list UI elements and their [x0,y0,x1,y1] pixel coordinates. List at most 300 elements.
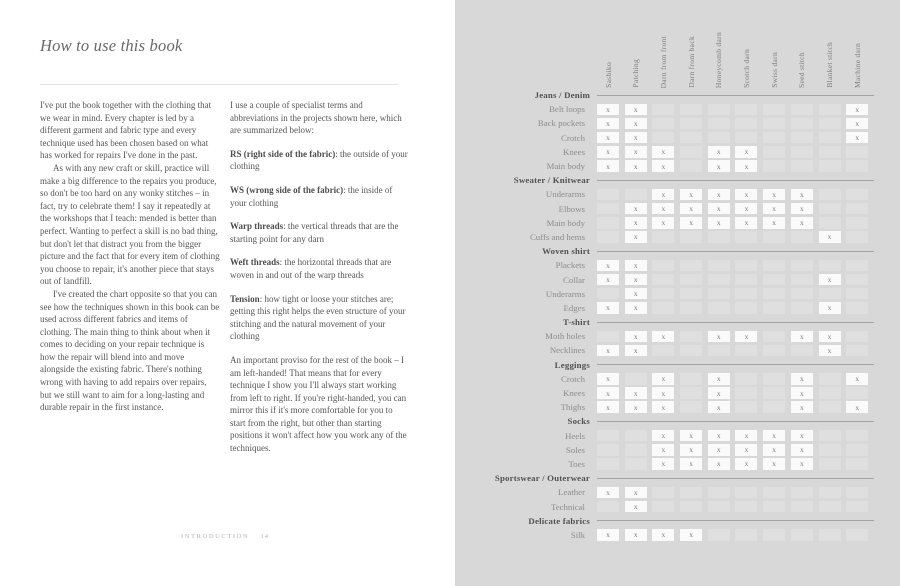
section-row [455,358,900,372]
table-row [455,528,900,542]
empty-cell [763,274,785,286]
row-label: Toes [568,458,585,469]
empty-cell [819,104,841,116]
empty-cell [735,231,757,243]
empty-cell [791,260,813,272]
empty-cell [680,288,702,300]
term-lead: WS (wrong side of the fabric) [230,184,344,195]
text-column-2 [230,99,410,466]
section-rule [597,478,874,479]
table-row [455,102,900,116]
row-cells [597,373,874,385]
row-label: Knees [563,146,585,157]
empty-cell [680,331,702,343]
empty-cell [819,487,841,499]
marked-cell: x [846,118,868,130]
marked-cell: x [708,444,730,456]
marked-cell: x [763,458,785,470]
column-header [652,36,674,88]
empty-cell [763,231,785,243]
empty-cell [597,217,619,229]
marked-cell: x [652,331,674,343]
empty-cell [735,529,757,541]
empty-cell [652,288,674,300]
marked-cell: x [652,444,674,456]
row-cells [597,487,874,499]
marked-cell: x [819,331,841,343]
empty-cell [763,302,785,314]
empty-cell [819,260,841,272]
empty-cell [708,288,730,300]
table-row [455,457,900,471]
marked-cell: x [597,401,619,413]
marked-cell: x [625,387,647,399]
empty-cell [846,501,868,513]
empty-cell [735,274,757,286]
empty-cell [846,345,868,357]
empty-cell [625,444,647,456]
marked-cell: x [625,231,647,243]
row-cells [597,217,874,229]
marked-cell: x [652,458,674,470]
table-row [455,343,900,357]
empty-cell [819,217,841,229]
row-label: Necklines [549,345,585,356]
marked-cell: x [597,104,619,116]
empty-cell [763,104,785,116]
row-cells [597,345,874,357]
empty-cell [791,529,813,541]
column-header [625,59,647,88]
marked-cell: x [791,189,813,201]
marked-cell: x [846,132,868,144]
marked-cell: x [625,288,647,300]
section-title: Jeans / Denim [534,90,590,101]
marked-cell: x [791,373,813,385]
empty-cell [680,160,702,172]
marked-cell: x [680,430,702,442]
empty-cell [708,260,730,272]
marked-cell: x [625,487,647,499]
marked-cell: x [735,189,757,201]
empty-cell [680,118,702,130]
row-cells [597,104,874,116]
section-title: Socks [567,416,590,427]
empty-cell [652,104,674,116]
marked-cell: x [846,373,868,385]
marked-cell: x [625,501,647,513]
empty-cell [680,274,702,286]
row-cells [597,331,874,343]
row-label: Crotch [561,132,585,143]
page-title: How to use this book [40,36,183,55]
empty-cell [819,373,841,385]
marked-cell: x [763,217,785,229]
marked-cell: x [708,331,730,343]
empty-cell [597,331,619,343]
marked-cell: x [735,331,757,343]
term-lead: RS (right side of the fabric) [230,148,336,159]
empty-cell [819,458,841,470]
empty-cell [791,288,813,300]
table-row [455,485,900,499]
empty-cell [597,430,619,442]
section-title: T-shirt [563,317,590,328]
empty-cell [652,302,674,314]
marked-cell: x [819,274,841,286]
empty-cell [819,288,841,300]
empty-cell [791,146,813,158]
marked-cell: x [652,387,674,399]
column-header-label: Swiss darn [769,52,779,88]
table-row [455,145,900,159]
empty-cell [652,118,674,130]
marked-cell: x [791,387,813,399]
empty-cell [680,231,702,243]
empty-cell [819,430,841,442]
marked-cell: x [735,430,757,442]
empty-cell [680,104,702,116]
empty-cell [735,487,757,499]
marked-cell: x [680,217,702,229]
empty-cell [735,387,757,399]
marked-cell: x [652,401,674,413]
marked-cell: x [597,160,619,172]
section-rule [597,520,874,521]
section-title: Sportswear / Outerwear [494,473,590,484]
column-header-label: Darn from back [686,36,696,88]
empty-cell [763,132,785,144]
empty-cell [652,260,674,272]
marked-cell: x [791,430,813,442]
row-label: Crotch [561,373,585,384]
table-row [455,216,900,230]
empty-cell [819,529,841,541]
section-title: Delicate fabrics [528,515,590,526]
marked-cell: x [735,217,757,229]
text-column-1 [40,99,220,466]
empty-cell [846,274,868,286]
section-row [455,173,900,187]
row-label: Back pockets [537,118,585,129]
empty-cell [819,387,841,399]
empty-cell [652,501,674,513]
empty-cell [846,529,868,541]
empty-cell [763,345,785,357]
empty-cell [680,487,702,499]
row-label: Thighs [560,402,585,413]
marked-cell: x [708,430,730,442]
table-row [455,499,900,513]
marked-cell: x [708,387,730,399]
marked-cell: x [597,487,619,499]
empty-cell [597,203,619,215]
marked-cell: x [625,203,647,215]
section-title: Woven shirt [542,246,590,257]
empty-cell [763,487,785,499]
marked-cell: x [652,373,674,385]
marked-cell: x [652,529,674,541]
marked-cell: x [652,160,674,172]
marked-cell: x [625,146,647,158]
section-rule [597,95,874,96]
empty-cell [625,458,647,470]
empty-cell [680,345,702,357]
marked-cell: x [597,345,619,357]
column-header [680,36,702,88]
row-label: Leather [558,487,585,498]
empty-cell [597,458,619,470]
empty-cell [763,260,785,272]
marked-cell: x [625,401,647,413]
row-cells [597,203,874,215]
row-cells [597,444,874,456]
paragraph: I use a couple of specialist terms and abbreviations in the projects shown here, which are summarized below: [230,100,402,136]
empty-cell [597,189,619,201]
empty-cell [735,373,757,385]
empty-cell [735,288,757,300]
row-cells [597,302,874,314]
row-label: Plackets [555,260,585,271]
marked-cell: x [625,132,647,144]
marked-cell: x [708,160,730,172]
footer-section-label: INTRODUCTION [180,533,250,540]
section-row [455,244,900,258]
section-row [455,514,900,528]
paragraph: RS (right side of the fabric): the outside of your clothing [230,148,408,172]
empty-cell [680,302,702,314]
empty-cell [763,146,785,158]
empty-cell [680,373,702,385]
table-row [455,230,900,244]
paragraph: An important proviso for the rest of the book – I am left-handed! That means that for every technique I show you I'll always start working from left to right. If you're right-handed, you can mirror this if it's more comfortable for you to start from the right, but other than starting positions it won't affect how you work any of the techniques. [230,354,407,454]
marked-cell: x [735,203,757,215]
table-row [455,287,900,301]
empty-cell [652,132,674,144]
marked-cell: x [763,203,785,215]
table-row [455,400,900,414]
marked-cell: x [625,274,647,286]
marked-cell: x [708,217,730,229]
marked-cell: x [708,189,730,201]
empty-cell [791,345,813,357]
marked-cell: x [597,146,619,158]
row-label: Elbows [558,203,585,214]
empty-cell [846,189,868,201]
row-cells [597,231,874,243]
empty-cell [846,331,868,343]
section-row [455,88,900,102]
row-cells [597,401,874,413]
term-lead: Weft threads [230,257,280,268]
marked-cell: x [597,132,619,144]
empty-cell [763,401,785,413]
empty-cell [846,487,868,499]
empty-cell [708,529,730,541]
row-cells [597,274,874,286]
row-cells [597,189,874,201]
empty-cell [708,231,730,243]
paragraph: Warp threads: the vertical threads that are the starting point for any darn [230,221,399,244]
row-label: Belt loops [549,104,585,115]
column-header [846,43,868,88]
marked-cell: x [708,373,730,385]
row-label: Silk [570,529,585,540]
right-page [455,0,900,586]
paragraph: WS (wrong side of the fabric): the inside of your clothing [230,184,393,208]
section-title: Sweater / Knitwear [513,175,590,186]
empty-cell [791,302,813,314]
marked-cell: x [735,444,757,456]
marked-cell: x [597,274,619,286]
marked-cell: x [625,529,647,541]
empty-cell [735,345,757,357]
empty-cell [791,132,813,144]
marked-cell: x [680,203,702,215]
empty-cell [819,132,841,144]
row-label: Main body [546,217,585,228]
row-label: Heels [564,430,585,441]
empty-cell [791,487,813,499]
marked-cell: x [763,430,785,442]
row-label: Underarms [545,189,585,200]
marked-cell: x [597,118,619,130]
row-label: Technical [550,501,585,512]
table-row [455,131,900,145]
marked-cell: x [597,529,619,541]
marked-cell: x [735,160,757,172]
table-row [455,372,900,386]
marked-cell: x [625,104,647,116]
marked-cell: x [680,529,702,541]
row-label: Knees [563,388,585,399]
row-cells [597,288,874,300]
empty-cell [819,146,841,158]
empty-cell [625,430,647,442]
empty-cell [846,458,868,470]
marked-cell: x [680,444,702,456]
marked-cell: x [597,260,619,272]
empty-cell [819,203,841,215]
marked-cell: x [791,401,813,413]
section-rule [597,322,874,323]
marked-cell: x [652,430,674,442]
empty-cell [791,160,813,172]
empty-cell [735,302,757,314]
empty-cell [597,231,619,243]
marked-cell: x [708,401,730,413]
empty-cell [846,430,868,442]
marked-cell: x [735,458,757,470]
empty-cell [708,345,730,357]
marked-cell: x [819,231,841,243]
title-divider [40,84,398,85]
empty-cell [846,260,868,272]
column-header-label: Patching [631,59,641,88]
section-rule [597,251,874,252]
row-cells [597,501,874,513]
empty-cell [846,146,868,158]
row-label: Edges [563,302,585,313]
row-cells [597,458,874,470]
term-lead: Tension [230,293,260,304]
row-label: Soles [565,444,585,455]
empty-cell [708,104,730,116]
section-rule [597,180,874,181]
marked-cell: x [652,217,674,229]
empty-cell [763,331,785,343]
column-header [791,52,813,88]
empty-cell [763,501,785,513]
empty-cell [791,274,813,286]
chart-body [455,88,900,542]
marked-cell: x [763,189,785,201]
empty-cell [680,146,702,158]
footer-page-number: 14 [260,533,270,540]
table-row [455,386,900,400]
empty-cell [708,118,730,130]
empty-cell [708,302,730,314]
row-cells [597,430,874,442]
empty-cell [680,401,702,413]
row-cells [597,387,874,399]
empty-cell [708,487,730,499]
column-header-label: Scotch darn [741,49,751,88]
marked-cell: x [791,458,813,470]
empty-cell [735,501,757,513]
row-cells [597,529,874,541]
section-title: Leggings [554,359,590,370]
row-cells [597,132,874,144]
section-rule [597,364,874,365]
empty-cell [819,501,841,513]
marked-cell: x [735,146,757,158]
marked-cell: x [819,302,841,314]
empty-cell [819,160,841,172]
marked-cell: x [680,189,702,201]
body-text [40,99,410,466]
marked-cell: x [625,331,647,343]
empty-cell [597,288,619,300]
empty-cell [652,231,674,243]
column-header [735,49,757,88]
table-row [455,301,900,315]
row-label: Main body [546,161,585,172]
empty-cell [708,501,730,513]
marked-cell: x [708,458,730,470]
empty-cell [625,373,647,385]
empty-cell [819,189,841,201]
marked-cell: x [625,217,647,229]
column-header-label: Honeycomb darn [714,31,724,88]
table-row [455,329,900,343]
row-cells [597,118,874,130]
empty-cell [846,217,868,229]
marked-cell: x [625,302,647,314]
column-header-label: Blanket stitch [825,42,834,88]
marked-cell: x [791,444,813,456]
marked-cell: x [597,387,619,399]
empty-cell [846,231,868,243]
empty-cell [763,373,785,385]
table-row [455,202,900,216]
empty-cell [680,501,702,513]
empty-cell [652,274,674,286]
table-row [455,443,900,457]
row-label: Moth holes [545,331,585,342]
empty-cell [735,401,757,413]
empty-cell [625,189,647,201]
